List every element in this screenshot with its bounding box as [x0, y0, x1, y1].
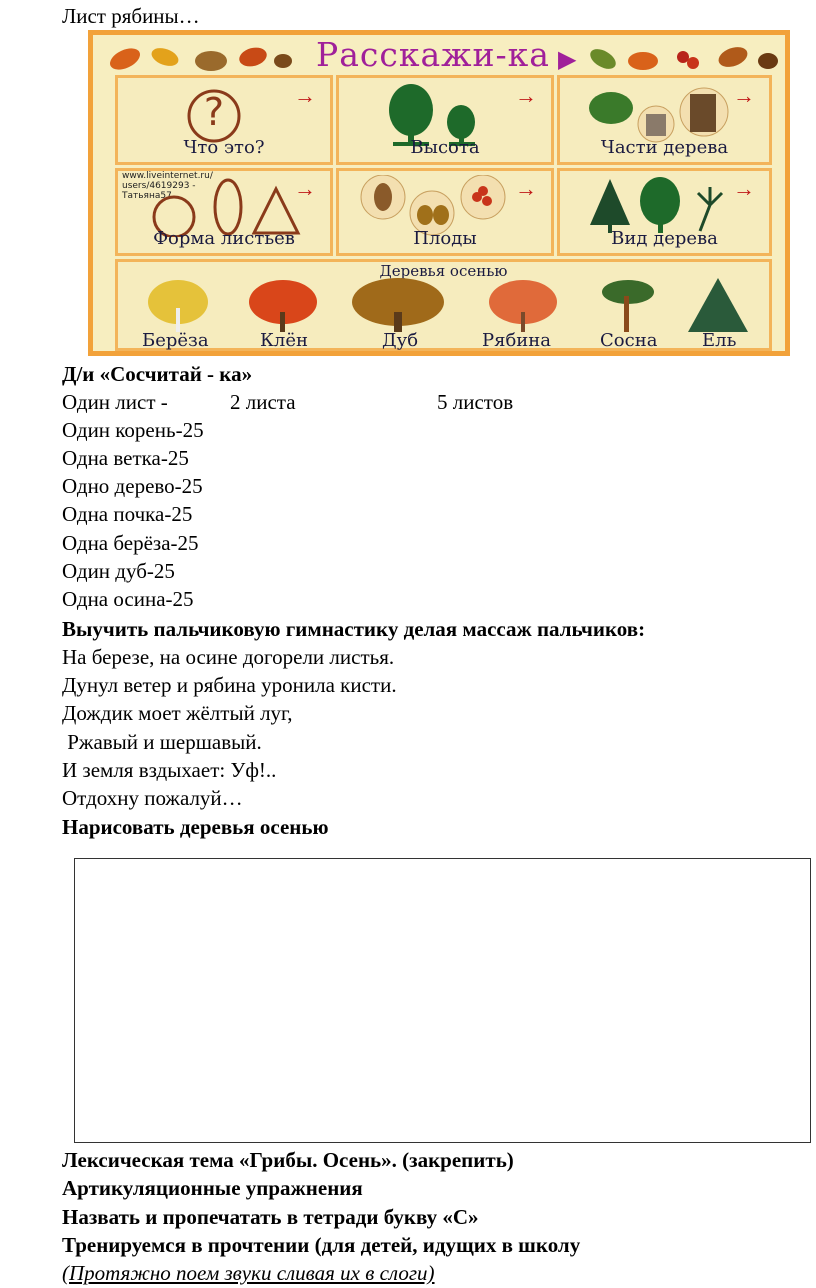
list-item: Одна ветка-25 [62, 446, 189, 470]
poem-line: И земля вздыхает: Уф!.. [62, 758, 277, 782]
arrow-icon: → [515, 83, 537, 108]
list-item: Один дуб-25 [62, 559, 175, 583]
tree-label: Рябина [482, 330, 552, 351]
cell-autumn-trees [115, 259, 772, 351]
finger-gym-heading: Выучить пальчиковую гимнастику делая массаж пальчиков: [62, 617, 646, 641]
italic-note: (Протяжно поем звуки сливая их в слоги) [62, 1261, 435, 1285]
tree-label: Сосна [600, 330, 658, 351]
cell-label: Плоды [413, 228, 477, 249]
poem-line: Дождик моет жёлтый луг, [62, 701, 293, 725]
list-item: Одна берёза-25 [62, 531, 199, 555]
tree-label: Клён [260, 330, 309, 351]
poster-image [88, 30, 790, 356]
poster-title: Расскажи-ка [316, 35, 550, 74]
arrow-icon: → [733, 83, 755, 108]
trees-caption: Деревья осенью [379, 262, 508, 280]
cell-label: Вид дерева [611, 228, 718, 249]
cell-label: Части дерева [600, 137, 729, 158]
cell-what-is-it [115, 75, 333, 165]
task-line: Артикуляционные упражнения [62, 1176, 363, 1200]
cell-leaf-shape [115, 168, 333, 256]
list-item: Один корень-25 [62, 418, 204, 442]
question-mark: ? [203, 90, 225, 134]
cell-height [336, 75, 554, 165]
cell-fruits [336, 168, 554, 256]
cell-label: Высота [410, 137, 480, 158]
poem-line: Ржавый и шершавый. [62, 730, 262, 754]
header-line: Лист рябины… [62, 4, 200, 28]
drawing-area[interactable] [74, 858, 811, 1143]
cell-label: Что это? [183, 137, 265, 158]
tree-parts-icon [586, 84, 746, 144]
autumn-trees-icon [128, 278, 768, 334]
arrow-icon: → [733, 176, 755, 201]
title-arrow-icon: ▶ [558, 47, 577, 73]
cell-tree-type [557, 168, 772, 256]
tree-label: Дуб [382, 330, 419, 351]
poem-line: Дунул ветер и рябина уронила кисти. [62, 673, 397, 697]
poem-line: Отдохну пожалуй… [62, 786, 243, 810]
count-game-header-col-2: 2 листа [230, 390, 296, 414]
list-item: Одна почка-25 [62, 502, 193, 526]
arrow-icon: → [515, 176, 537, 201]
draw-task-heading: Нарисовать деревья осенью [62, 815, 329, 839]
task-line: Лексическая тема «Грибы. Осень». (закрепить) [62, 1148, 514, 1172]
berries-leaves-icon [583, 39, 783, 79]
poem-line: На березе, на осине догорели листья. [62, 645, 395, 669]
autumn-leaves-icon [103, 39, 293, 79]
watermark: www.liveinternet.ru/ users/4619293 - Татьяна57 [122, 171, 213, 201]
cell-tree-parts [557, 75, 772, 165]
tree-label: Берёза [142, 330, 209, 351]
count-game-header-col-1: Один лист - [62, 390, 168, 414]
arrow-icon: → [294, 176, 316, 201]
task-line: Тренируемся в прочтении (для детей, идущих в школу [62, 1233, 581, 1257]
list-item: Одна осина-25 [62, 587, 194, 611]
arrow-icon: → [294, 83, 316, 108]
tree-label: Ель [702, 330, 737, 351]
cell-label: Форма листьев [153, 228, 295, 249]
task-line: Назвать и пропечатать в тетради букву «С» [62, 1205, 479, 1229]
list-item: Одно дерево-25 [62, 474, 203, 498]
count-game-heading: Д/и «Сосчитай - ка» [62, 362, 253, 386]
count-game-header-col-3: 5 листов [437, 390, 514, 414]
